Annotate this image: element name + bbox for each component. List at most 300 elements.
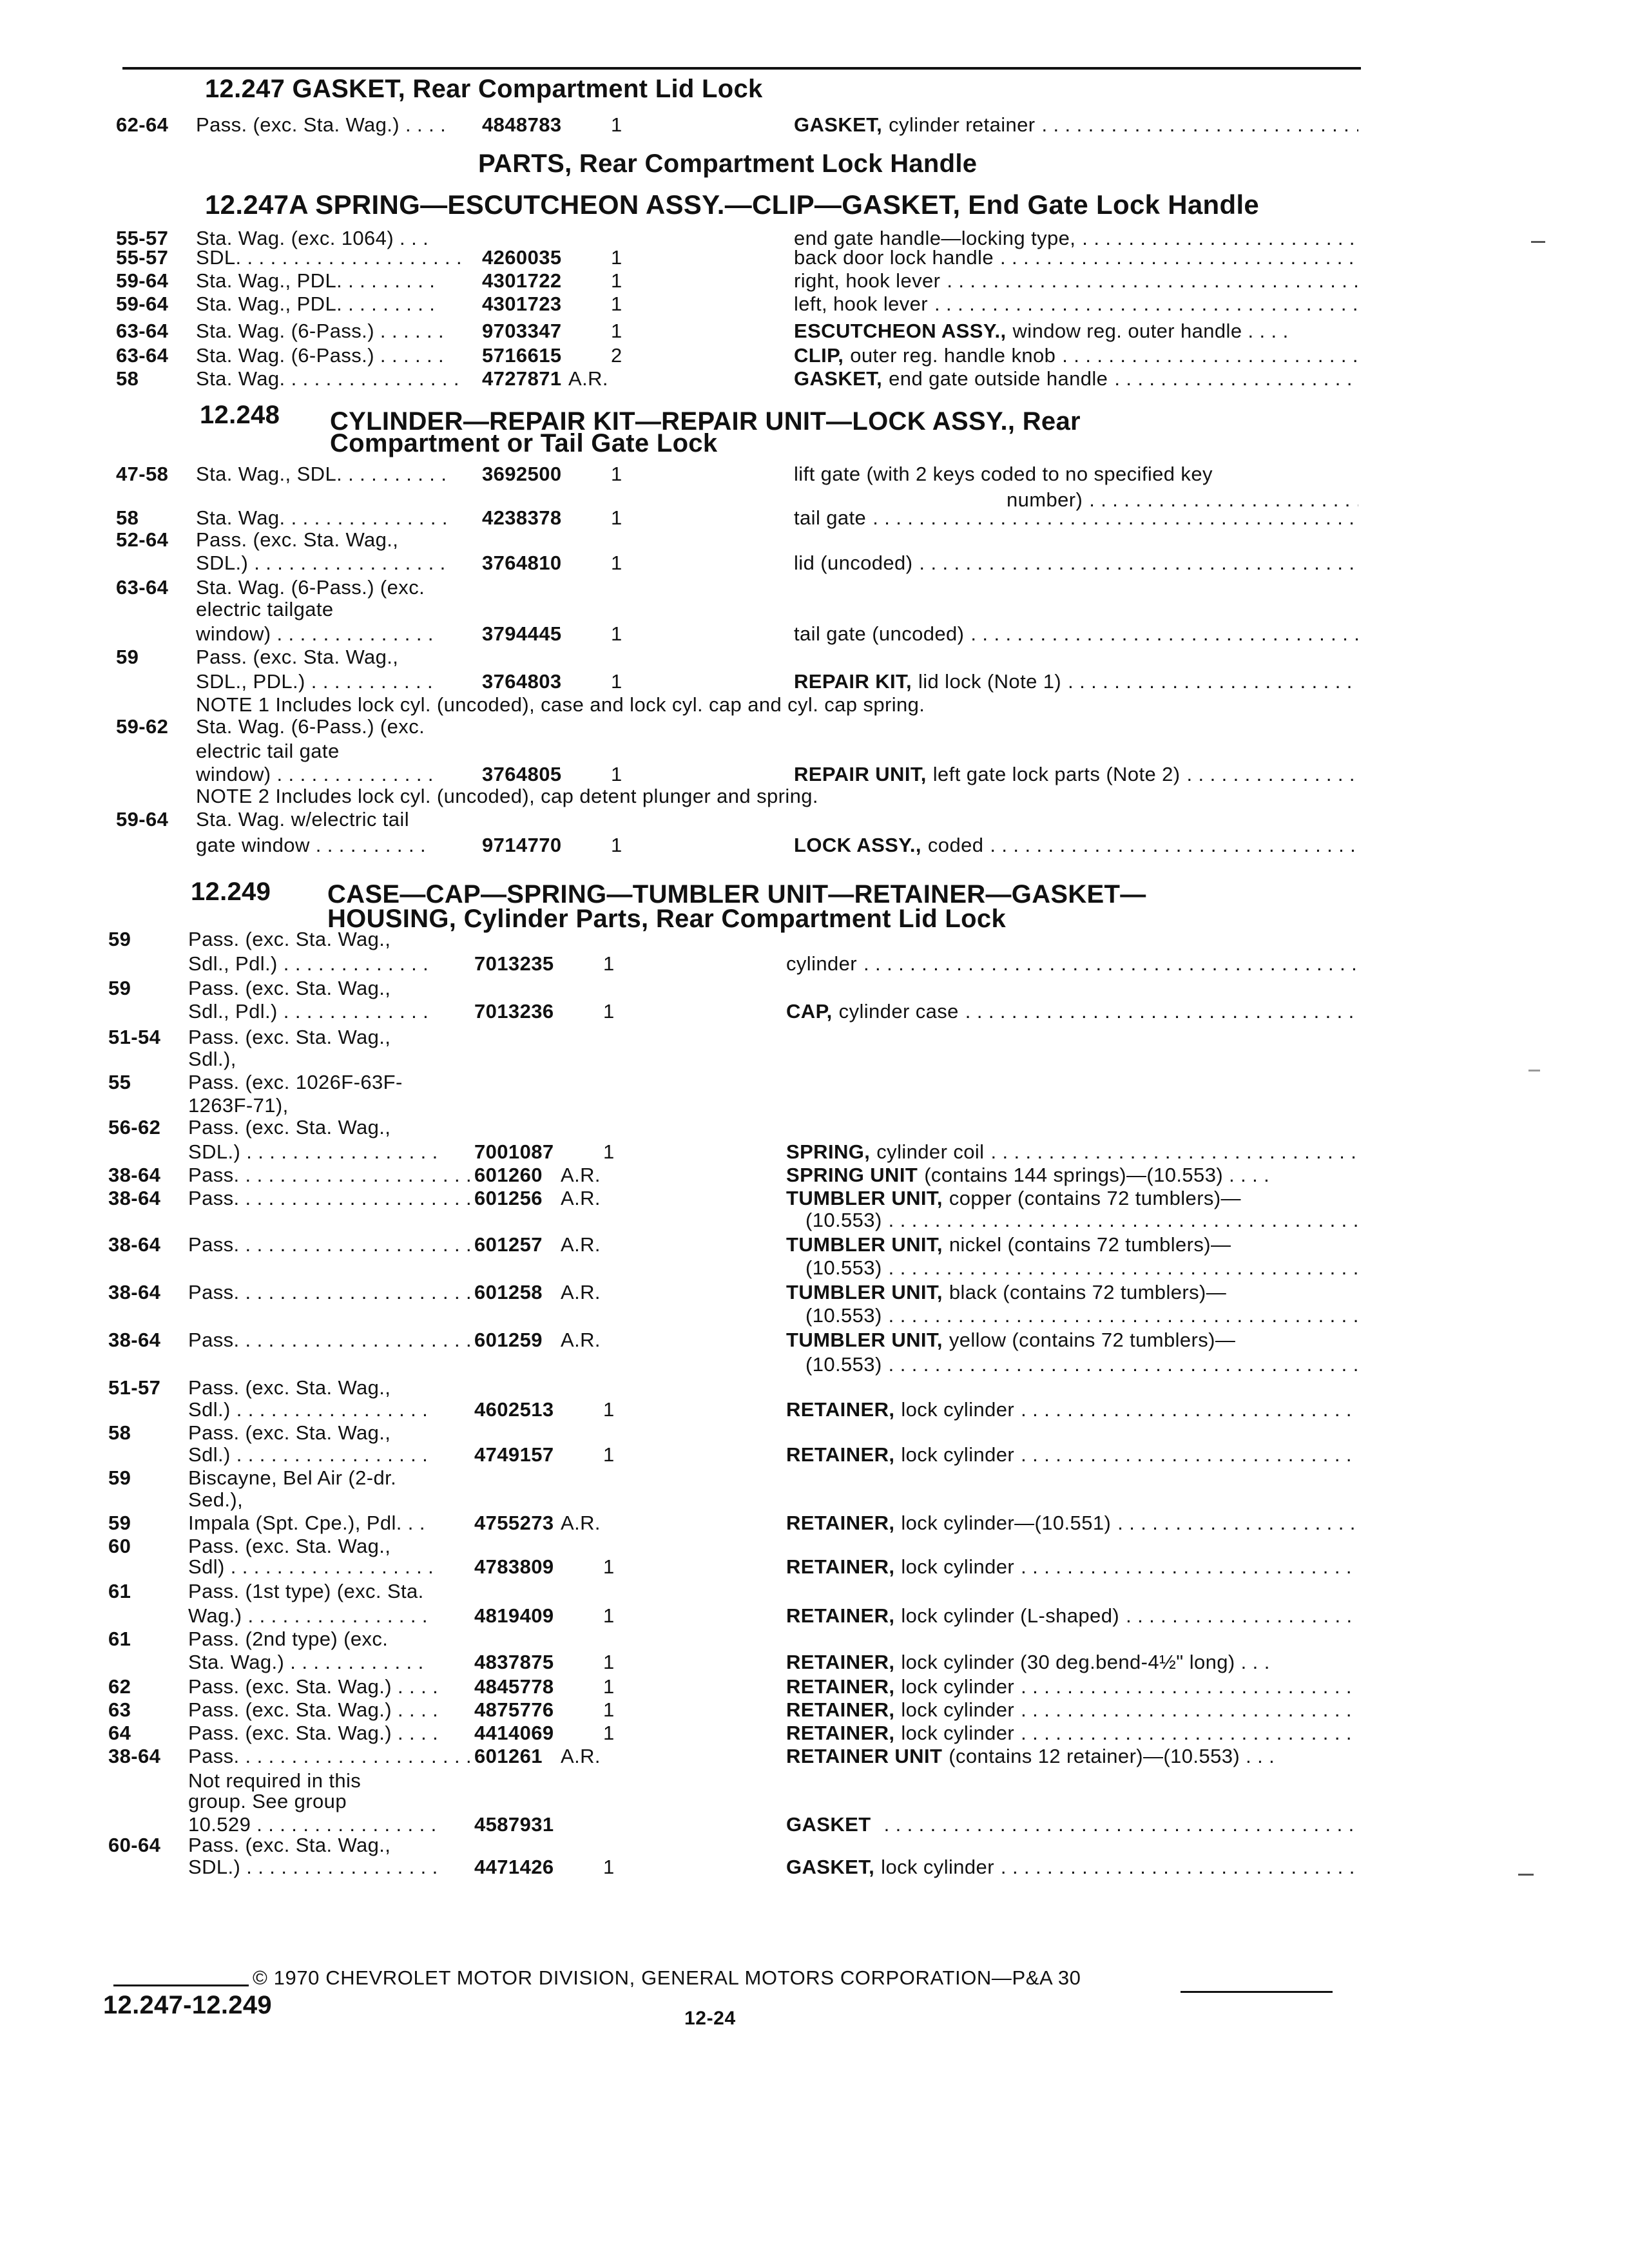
part-number: 3764810	[482, 552, 562, 574]
dot-leader	[872, 506, 1358, 530]
model-years: 38-64	[108, 1281, 161, 1303]
part-description	[805, 1209, 1358, 1232]
part-number: 4749157	[474, 1443, 554, 1466]
part-description	[786, 1675, 1358, 1698]
application: Pass. (exc. 1026F-63F-	[188, 1071, 403, 1093]
part-detail: left, hook lever	[794, 293, 929, 315]
model-years: 58	[108, 1421, 131, 1444]
part-number: 601260	[474, 1164, 543, 1186]
application: SDL.) . . . . . . . . . . . . . . . . .	[188, 1140, 438, 1163]
part-description	[805, 1304, 1358, 1327]
application: 10.529 . . . . . . . . . . . . . . . .	[188, 1813, 437, 1836]
part-name: RETAINER,	[786, 1604, 895, 1627]
part-number: 4587931	[474, 1813, 554, 1836]
part-name: RETAINER,	[786, 1512, 895, 1534]
part-name: RETAINER,	[786, 1398, 895, 1421]
application: SDL.) . . . . . . . . . . . . . . . . .	[196, 552, 446, 574]
part-name: GASKET,	[794, 367, 883, 390]
model-years: 59	[116, 646, 139, 668]
dot-leader	[889, 1304, 1358, 1327]
model-years: 64	[108, 1722, 131, 1744]
part-number: 601259	[474, 1329, 543, 1351]
part-description	[786, 1698, 1358, 1722]
model-years: 59	[108, 928, 131, 950]
part-name: LOCK ASSY.,	[794, 834, 921, 856]
application: Sta. Wag. (6-Pass.) . . . . . .	[196, 320, 445, 342]
dot-leader	[1021, 1443, 1358, 1466]
application: Pass. . . . . . . . . . . . . . . . . . . . .	[188, 1164, 472, 1186]
part-description	[805, 1353, 1358, 1376]
model-years: 59-64	[116, 293, 169, 315]
part-name: SPRING UNIT	[786, 1164, 918, 1186]
part-detail: window reg. outer handle . . . .	[1012, 320, 1289, 342]
quantity: A.R.	[561, 1164, 601, 1186]
application: Sta. Wag. (6-Pass.) (exc.	[196, 576, 425, 599]
part-number: 5716615	[482, 344, 562, 367]
model-years: 60	[108, 1535, 131, 1557]
dot-leader	[970, 622, 1358, 646]
part-detail: (contains 144 springs)—(10.553) . . . .	[924, 1164, 1270, 1186]
part-detail: black (contains 72 tumblers)—	[949, 1281, 1227, 1303]
application: Sdl) . . . . . . . . . . . . . . . . . .	[188, 1555, 434, 1578]
part-description	[786, 1000, 1358, 1023]
part-number: 9703347	[482, 320, 562, 342]
part-description	[794, 113, 1358, 137]
part-detail: cylinder retainer	[889, 113, 1036, 136]
quantity: 1	[611, 763, 622, 785]
heading-parts-rear-compartment-lock-handle: PARTS, Rear Compartment Lock Handle	[478, 149, 978, 178]
part-detail: yellow (contains 72 tumblers)—	[949, 1329, 1236, 1351]
application: NOTE 2 Includes lock cyl. (uncoded), cap detent plunger and spring.	[196, 785, 818, 807]
part-description	[794, 246, 1358, 269]
application: Pass. . . . . . . . . . . . . . . . . . . . .	[188, 1281, 472, 1303]
model-years: 59-64	[116, 808, 169, 831]
part-number: 4260035	[482, 246, 562, 269]
heading-12-247: 12.247 GASKET, Rear Compartment Lid Lock	[205, 75, 763, 103]
application: Sta. Wag., PDL. . . . . . . . .	[196, 269, 436, 292]
part-detail: lid lock (Note 1)	[918, 670, 1062, 693]
model-years: 47-58	[116, 463, 169, 485]
part-description	[786, 1329, 1358, 1352]
application: Sta. Wag. w/electric tail	[196, 808, 410, 831]
part-detail: lock cylinder	[901, 1443, 1015, 1466]
model-years: 38-64	[108, 1164, 161, 1186]
application: Pass. (exc. Sta. Wag.,	[188, 1116, 391, 1139]
quantity: 1	[611, 670, 622, 693]
part-description	[794, 344, 1358, 367]
part-name: GASKET,	[786, 1856, 875, 1878]
part-detail: (10.553)	[805, 1256, 882, 1279]
application: Pass. (exc. Sta. Wag.,	[188, 1421, 391, 1444]
footer-rule-right	[1181, 1991, 1333, 1993]
part-description	[786, 1604, 1358, 1628]
quantity: 1	[603, 1651, 615, 1673]
part-name: TUMBLER UNIT,	[786, 1233, 943, 1256]
part-detail: cylinder coil	[876, 1140, 985, 1163]
part-description	[794, 622, 1358, 646]
model-years: 58	[116, 367, 139, 390]
application: Pass. (exc. Sta. Wag.,	[188, 1376, 391, 1399]
part-name: TUMBLER UNIT,	[786, 1187, 943, 1209]
part-detail: cylinder	[786, 952, 858, 975]
quantity: 1	[603, 1604, 615, 1627]
application: Sta. Wag. . . . . . . . . . . . . . .	[196, 506, 448, 529]
part-number: 4755273	[474, 1512, 554, 1534]
quantity: 1	[603, 1140, 615, 1163]
part-name: RETAINER,	[786, 1443, 895, 1466]
model-years: 61	[108, 1628, 131, 1650]
application: Sdl.),	[188, 1048, 236, 1070]
application: Wag.) . . . . . . . . . . . . . . . .	[188, 1604, 428, 1627]
application: Sed.),	[188, 1488, 244, 1511]
part-name: RETAINER,	[786, 1698, 895, 1721]
part-description	[794, 320, 1358, 343]
dot-leader	[990, 1140, 1358, 1164]
model-years: 58	[116, 506, 139, 529]
quantity: 1	[603, 1856, 615, 1878]
part-description	[794, 463, 1358, 486]
part-detail: lock cylinder	[881, 1856, 994, 1878]
part-number: 4238378	[482, 506, 562, 529]
part-number: 7013236	[474, 1000, 554, 1023]
footer-rule-left	[113, 1984, 249, 1986]
application: SDL.) . . . . . . . . . . . . . . . . .	[188, 1856, 438, 1878]
part-description	[794, 367, 1358, 390]
model-years: 38-64	[108, 1187, 161, 1209]
part-description	[794, 834, 1358, 857]
application: group. See group	[188, 1790, 347, 1812]
part-detail: copper (contains 72 tumblers)—	[949, 1187, 1241, 1209]
part-number: 7013235	[474, 952, 554, 975]
footer-group-range: 12.247-12.249	[103, 1991, 272, 2019]
dot-leader	[1000, 246, 1358, 269]
part-number: 4414069	[474, 1722, 554, 1744]
quantity: 1	[603, 1675, 615, 1698]
model-years: 60-64	[108, 1834, 161, 1856]
part-detail: left gate lock parts (Note 2)	[932, 763, 1181, 785]
application: Sta. Wag. (6-Pass.) . . . . . .	[196, 344, 445, 367]
application: Sdl.) . . . . . . . . . . . . . . . . .	[188, 1443, 429, 1466]
application: Pass. (exc. Sta. Wag.,	[196, 646, 399, 668]
part-name: GASKET,	[794, 113, 883, 136]
application: Pass. (exc. Sta. Wag.,	[188, 1834, 391, 1856]
application: Sta. Wag., SDL. . . . . . . . . .	[196, 463, 447, 485]
model-years: 38-64	[108, 1329, 161, 1351]
part-detail: (10.553)	[805, 1209, 882, 1231]
part-detail: nickel (contains 72 tumblers)—	[949, 1233, 1231, 1256]
model-years: 55-57	[116, 246, 169, 269]
quantity: 2	[611, 344, 622, 367]
part-number: 3794445	[482, 622, 562, 645]
heading-12-249-line1: CASE—CAP—SPRING—TUMBLER UNIT—RETAINER—GASKET—	[327, 880, 1146, 908]
application: Pass. (exc. Sta. Wag.) . . . .	[188, 1722, 439, 1744]
application: Pass. (exc. Sta. Wag.,	[188, 1026, 391, 1048]
application: electric tail gate	[196, 740, 340, 762]
part-number: 601257	[474, 1233, 543, 1256]
part-description	[794, 506, 1358, 530]
part-number: 4301723	[482, 293, 562, 315]
model-years: 63-64	[116, 344, 169, 367]
dot-leader	[863, 952, 1358, 975]
application: Pass. . . . . . . . . . . . . . . . . . . . .	[188, 1233, 472, 1256]
heading-12-247a: 12.247A SPRING—ESCUTCHEON ASSY.—CLIP—GASKET, End Gate Lock Handle	[205, 189, 1260, 220]
quantity: 1	[611, 113, 622, 136]
quantity: 1	[611, 463, 622, 485]
quantity: A.R.	[561, 1329, 601, 1351]
dot-leader	[919, 552, 1358, 575]
part-description	[786, 1722, 1358, 1745]
heading-12-249-number: 12.249	[191, 878, 271, 906]
quantity: 1	[611, 552, 622, 574]
quantity: 1	[603, 952, 615, 975]
model-years: 59-62	[116, 715, 169, 738]
part-description	[786, 1745, 1358, 1768]
quantity: 1	[603, 1443, 615, 1466]
part-description	[786, 1281, 1358, 1304]
part-detail: end gate outside handle	[889, 367, 1108, 390]
dot-leader	[934, 293, 1358, 316]
quantity: 1	[611, 269, 622, 292]
part-number: 4845778	[474, 1675, 554, 1698]
dot-leader	[1021, 1555, 1358, 1579]
part-detail: lift gate (with 2 keys coded to no specified key	[794, 463, 1213, 485]
part-detail: lock cylinder	[901, 1698, 1015, 1721]
model-years: 62	[108, 1675, 131, 1698]
part-name: REPAIR UNIT,	[794, 763, 927, 785]
part-name: TUMBLER UNIT,	[786, 1281, 943, 1303]
model-years: 51-54	[108, 1026, 161, 1048]
quantity: 1	[611, 293, 622, 315]
part-detail: (10.553)	[805, 1353, 882, 1376]
part-number: 7001087	[474, 1140, 554, 1163]
part-detail: (10.553)	[805, 1304, 882, 1327]
part-name: CAP,	[786, 1000, 833, 1023]
part-name: SPRING,	[786, 1140, 871, 1163]
part-name: RETAINER,	[786, 1675, 895, 1698]
part-detail: lid (uncoded)	[794, 552, 913, 574]
dot-leader	[884, 1813, 1358, 1836]
part-detail: lock cylinder	[901, 1722, 1015, 1744]
part-number: 3764803	[482, 670, 562, 693]
part-description	[786, 1187, 1358, 1210]
model-years: 55-57	[116, 227, 169, 249]
dot-leader	[889, 1353, 1358, 1376]
dot-leader	[1114, 367, 1358, 390]
quantity: 1	[611, 506, 622, 529]
part-name: GASKET	[786, 1813, 871, 1836]
dot-leader	[990, 834, 1358, 857]
margin-mark	[1531, 241, 1545, 243]
application: Sdl., Pdl.) . . . . . . . . . . . . .	[188, 1000, 429, 1023]
application: Biscayne, Bel Air (2-dr.	[188, 1466, 397, 1489]
part-number: 4875776	[474, 1698, 554, 1721]
heading-12-249-line2: HOUSING, Cylinder Parts, Rear Compartment Lid Lock	[327, 905, 1006, 933]
dot-leader	[1021, 1722, 1358, 1745]
quantity: A.R.	[561, 1233, 601, 1256]
footer-copyright: © 1970 CHEVROLET MOTOR DIVISION, GENERAL MOTORS CORPORATION—P&A 30	[253, 1966, 1081, 1989]
part-number: 4837875	[474, 1651, 554, 1673]
part-name: TUMBLER UNIT,	[786, 1329, 943, 1351]
model-years: 59	[108, 1512, 131, 1534]
part-description	[786, 1512, 1358, 1535]
application: Pass. . . . . . . . . . . . . . . . . . . . .	[188, 1329, 472, 1351]
part-number: 4301722	[482, 269, 562, 292]
part-detail: tail gate	[794, 506, 867, 529]
application: Pass. (exc. Sta. Wag.,	[188, 977, 391, 999]
quantity: 1	[603, 1555, 615, 1578]
application: Sta. Wag. (6-Pass.) (exc.	[196, 715, 425, 738]
part-detail: coded	[927, 834, 984, 856]
dot-leader	[1042, 113, 1359, 137]
dot-leader	[1021, 1675, 1358, 1698]
part-description	[786, 1651, 1358, 1674]
application: Pass. (exc. Sta. Wag.) . . . .	[188, 1698, 439, 1721]
model-years: 59	[108, 1466, 131, 1489]
part-number: 4819409	[474, 1604, 554, 1627]
application: SDL. . . . . . . . . . . . . . . . . . . .	[196, 246, 463, 269]
part-description	[794, 293, 1358, 316]
part-detail: cylinder case	[838, 1000, 959, 1023]
part-description	[786, 1164, 1358, 1187]
model-years: 38-64	[108, 1745, 161, 1767]
dot-leader	[1021, 1398, 1358, 1421]
part-detail: tail gate (uncoded)	[794, 622, 965, 645]
model-years: 55	[108, 1071, 131, 1093]
part-description	[794, 763, 1358, 786]
dot-leader	[1001, 1856, 1358, 1879]
application: window) . . . . . . . . . . . . . .	[196, 622, 434, 645]
application: SDL., PDL.) . . . . . . . . . . .	[196, 670, 434, 693]
dot-leader	[1117, 1512, 1358, 1535]
part-detail: number)	[1007, 488, 1083, 511]
application: Sta. Wag. . . . . . . . . . . . . . . .	[196, 367, 459, 390]
model-years: 63-64	[116, 320, 169, 342]
part-description	[805, 1256, 1358, 1280]
heading-12-248-line1: CYLINDER—REPAIR KIT—REPAIR UNIT—LOCK ASSY., Rear	[330, 407, 1081, 436]
model-years: 63-64	[116, 576, 169, 599]
quantity: 1	[611, 622, 622, 645]
dot-leader	[1068, 670, 1358, 693]
model-years: 51-57	[108, 1376, 161, 1399]
part-detail: right, hook lever	[794, 269, 941, 292]
dot-leader	[947, 269, 1358, 293]
model-years: 59	[108, 977, 131, 999]
model-years: 62-64	[116, 113, 169, 136]
footer-page-number: 12-24	[684, 2008, 736, 2029]
part-detail: lock cylinder (30 deg.bend-4½" long) . . .	[901, 1651, 1270, 1673]
part-description	[786, 1856, 1358, 1879]
application: Sta. Wag.) . . . . . . . . . . . .	[188, 1651, 424, 1673]
application: electric tailgate	[196, 598, 334, 620]
quantity: A.R.	[568, 367, 608, 390]
part-name: ESCUTCHEON ASSY.,	[794, 320, 1007, 342]
application: window) . . . . . . . . . . . . . .	[196, 763, 434, 785]
part-number: 601261	[474, 1745, 543, 1767]
part-name: CLIP,	[794, 344, 844, 367]
part-description	[794, 269, 1358, 293]
part-name: RETAINER UNIT	[786, 1745, 943, 1767]
part-description	[794, 552, 1358, 575]
dot-leader	[965, 1000, 1358, 1023]
part-number: 4602513	[474, 1398, 554, 1421]
application: Pass. (2nd type) (exc.	[188, 1628, 389, 1650]
part-name: RETAINER,	[786, 1722, 895, 1744]
part-detail: end gate handle—locking type,	[794, 227, 1076, 249]
part-detail: back door lock handle	[794, 246, 994, 269]
application: gate window . . . . . . . . . .	[196, 834, 426, 856]
part-number: 4471426	[474, 1856, 554, 1878]
quantity: 1	[603, 1722, 615, 1744]
part-detail: lock cylinder	[901, 1398, 1015, 1421]
application: Pass. (exc. Sta. Wag.,	[188, 928, 391, 950]
model-years: 56-62	[108, 1116, 161, 1139]
quantity: 1	[611, 834, 622, 856]
part-detail: lock cylinder	[901, 1555, 1015, 1578]
application: Pass. . . . . . . . . . . . . . . . . . . . .	[188, 1745, 472, 1767]
part-detail: lock cylinder (L-shaped)	[901, 1604, 1120, 1627]
application: NOTE 1 Includes lock cyl. (uncoded), case and lock cyl. cap and cyl. cap spring.	[196, 693, 925, 716]
part-description	[794, 670, 1358, 693]
part-number: 601256	[474, 1187, 543, 1209]
dot-leader	[1187, 763, 1358, 786]
application: Sdl.) . . . . . . . . . . . . . . . . .	[188, 1398, 429, 1421]
quantity: A.R.	[561, 1512, 601, 1534]
part-detail: outer reg. handle knob	[850, 344, 1056, 367]
dot-leader	[1062, 344, 1358, 367]
margin-mark	[1518, 1874, 1534, 1876]
application: Sdl., Pdl.) . . . . . . . . . . . . .	[188, 952, 429, 975]
model-years: 52-64	[116, 528, 169, 551]
part-number: 3692500	[482, 463, 562, 485]
top-rule	[122, 67, 1361, 70]
quantity: A.R.	[561, 1745, 601, 1767]
part-number: 601258	[474, 1281, 543, 1303]
part-description	[786, 1140, 1358, 1164]
model-years: 38-64	[108, 1233, 161, 1256]
quantity: 1	[611, 246, 622, 269]
application: Sta. Wag. (exc. 1064) . . .	[196, 227, 429, 249]
application: Sta. Wag., PDL. . . . . . . . .	[196, 293, 436, 315]
part-detail: lock cylinder	[901, 1675, 1015, 1698]
part-number: 9714770	[482, 834, 562, 856]
part-number: 3764805	[482, 763, 562, 785]
dot-leader	[889, 1209, 1358, 1232]
quantity: A.R.	[561, 1281, 601, 1303]
heading-12-248-line2: Compartment or Tail Gate Lock	[330, 429, 718, 457]
part-description	[786, 952, 1358, 975]
part-description	[786, 1443, 1358, 1466]
application: Pass. (exc. Sta. Wag.,	[196, 528, 399, 551]
application: Pass. (exc. Sta. Wag.) . . . .	[188, 1675, 439, 1698]
heading-12-248-number: 12.248	[200, 401, 280, 429]
part-name: REPAIR KIT,	[794, 670, 912, 693]
quantity: A.R.	[561, 1187, 601, 1209]
application: Pass. (exc. Sta. Wag.) . . . .	[196, 113, 447, 136]
dot-leader	[889, 1256, 1358, 1280]
model-years: 63	[108, 1698, 131, 1721]
part-description	[786, 1398, 1358, 1421]
part-description	[786, 1233, 1358, 1256]
part-description	[786, 1555, 1358, 1579]
application: Not required in this	[188, 1769, 361, 1792]
part-name: RETAINER,	[786, 1651, 895, 1673]
quantity: 1	[603, 1698, 615, 1721]
dot-leader	[1126, 1604, 1358, 1628]
model-years: 61	[108, 1580, 131, 1602]
application: Pass. (exc. Sta. Wag.,	[188, 1535, 391, 1557]
part-number: 4727871	[482, 367, 562, 390]
part-detail: (contains 12 retainer)—(10.553) . . .	[949, 1745, 1275, 1767]
